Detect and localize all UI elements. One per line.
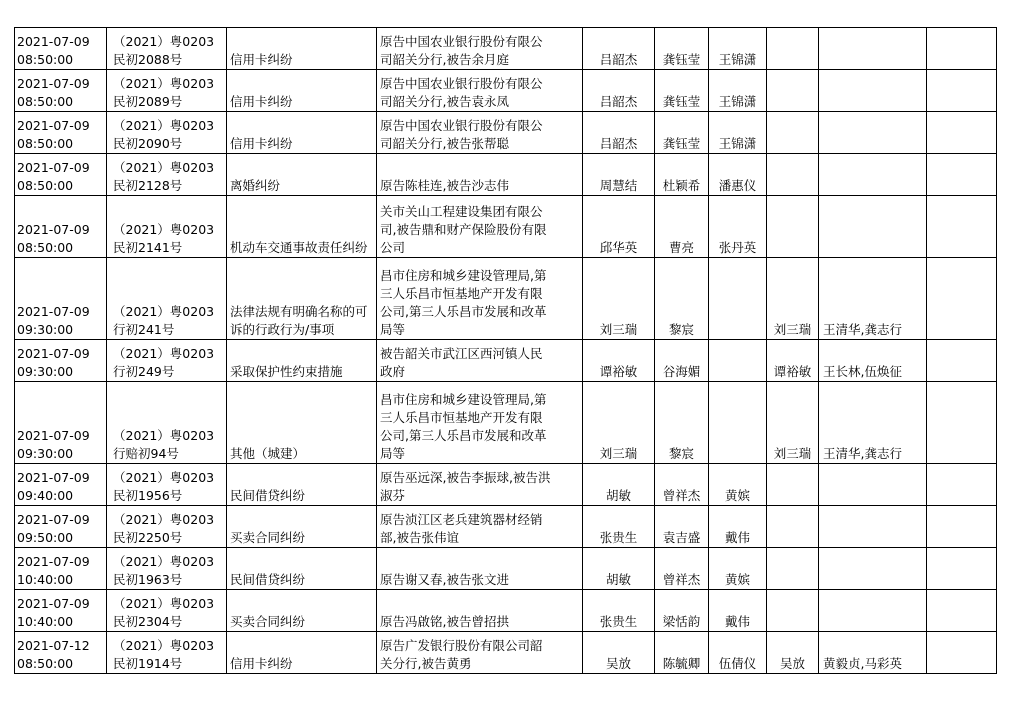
case-number-cell: （2021）粤0203 民初2141号: [107, 196, 227, 258]
parties-cell: 原告冯啟铭,被告曾招拱: [377, 590, 583, 632]
hearing-datetime-cell: 2021-07-09 09:30:00: [15, 258, 107, 340]
clerk-cell: 黎宸: [655, 382, 709, 464]
extra-cell: [927, 632, 997, 674]
panel-members-cell: [819, 548, 927, 590]
parties-cell: 被告韶关市武江区西河镇人民 政府: [377, 340, 583, 382]
hearing-datetime-cell: 2021-07-09 08:50:00: [15, 154, 107, 196]
presiding-judge-cell: 吴放: [583, 632, 655, 674]
member-cell: [709, 382, 767, 464]
parties-cell: 原告中国农业银行股份有限公 司韶关分行,被告张帮聪: [377, 112, 583, 154]
clerk-cell: 袁吉盛: [655, 506, 709, 548]
extra-cell: [927, 196, 997, 258]
parties-cell: 原告浈江区老兵建筑器材经销 部,被告张伟谊: [377, 506, 583, 548]
presiding-judge-cell: 吕韶杰: [583, 70, 655, 112]
case-cause-cell: 采取保护性约束措施: [227, 340, 377, 382]
clerk-cell: 黎宸: [655, 258, 709, 340]
parties-cell: 昌市住房和城乡建设管理局,第 三人乐昌市恒基地产开发有限 公司,第三人乐昌市发展和改革 局等: [377, 382, 583, 464]
case-cause-cell: 信用卡纠纷: [227, 112, 377, 154]
panel-members-cell: 王清华,龚志行: [819, 258, 927, 340]
hearing-datetime-cell: 2021-07-09 10:40:00: [15, 590, 107, 632]
case-cause-cell: 民间借贷纠纷: [227, 464, 377, 506]
table-row: [15, 196, 997, 258]
presiding-judge-cell: 谭裕敏: [583, 340, 655, 382]
panel-members-cell: [819, 196, 927, 258]
table-row: [15, 464, 997, 506]
case-number-cell: （2021）粤0203 民初1914号: [107, 632, 227, 674]
table-row: [15, 340, 997, 382]
hearing-datetime-cell: 2021-07-12 08:50:00: [15, 632, 107, 674]
case-number-cell: （2021）粤0203 民初2128号: [107, 154, 227, 196]
table-row: [15, 590, 997, 632]
extra-cell: [927, 28, 997, 70]
case-number-cell: （2021）粤0203 行赔初94号: [107, 382, 227, 464]
clerk-cell: 龚钰莹: [655, 28, 709, 70]
presiding-judge-cell: 吕韶杰: [583, 28, 655, 70]
panel-members-cell: [819, 590, 927, 632]
member-cell: 戴伟: [709, 590, 767, 632]
parties-cell: 原告广发银行股份有限公司韶 关分行,被告黄勇: [377, 632, 583, 674]
case-number-cell: （2021）粤0203 行初241号: [107, 258, 227, 340]
case-cause-cell: 机动车交通事故责任纠纷: [227, 196, 377, 258]
table-row: [15, 28, 997, 70]
presiding-cell: 刘三瑞: [767, 382, 819, 464]
clerk-cell: 龚钰莹: [655, 70, 709, 112]
table-row: [15, 632, 997, 674]
member-cell: 张丹英: [709, 196, 767, 258]
table-row: [15, 70, 997, 112]
hearing-datetime-cell: 2021-07-09 09:50:00: [15, 506, 107, 548]
member-cell: 王锦潇: [709, 70, 767, 112]
case-cause-cell: 信用卡纠纷: [227, 28, 377, 70]
panel-members-cell: [819, 464, 927, 506]
presiding-cell: [767, 548, 819, 590]
presiding-judge-cell: 周慧结: [583, 154, 655, 196]
presiding-judge-cell: 邱华英: [583, 196, 655, 258]
table-row: [15, 382, 997, 464]
panel-members-cell: [819, 112, 927, 154]
member-cell: 黄嫔: [709, 464, 767, 506]
parties-cell: 原告谢又春,被告张文进: [377, 548, 583, 590]
case-cause-cell: 买卖合同纠纷: [227, 590, 377, 632]
clerk-cell: 曾祥杰: [655, 464, 709, 506]
case-cause-cell: 离婚纠纷: [227, 154, 377, 196]
clerk-cell: 龚钰莹: [655, 112, 709, 154]
clerk-cell: 梁恬韵: [655, 590, 709, 632]
extra-cell: [927, 464, 997, 506]
hearing-datetime-cell: 2021-07-09 08:50:00: [15, 112, 107, 154]
extra-cell: [927, 506, 997, 548]
case-cause-cell: 信用卡纠纷: [227, 632, 377, 674]
clerk-cell: 谷海媚: [655, 340, 709, 382]
hearing-datetime-cell: 2021-07-09 09:30:00: [15, 382, 107, 464]
presiding-judge-cell: 刘三瑞: [583, 382, 655, 464]
presiding-cell: [767, 590, 819, 632]
parties-cell: 原告中国农业银行股份有限公 司韶关分行,被告余月庭: [377, 28, 583, 70]
parties-cell: 昌市住房和城乡建设管理局,第 三人乐昌市恒基地产开发有限 公司,第三人乐昌市发展和改革 局等: [377, 258, 583, 340]
extra-cell: [927, 70, 997, 112]
panel-members-cell: [819, 28, 927, 70]
hearing-datetime-cell: 2021-07-09 08:50:00: [15, 196, 107, 258]
presiding-cell: [767, 196, 819, 258]
case-cause-cell: 买卖合同纠纷: [227, 506, 377, 548]
extra-cell: [927, 548, 997, 590]
table-row: [15, 112, 997, 154]
presiding-cell: [767, 464, 819, 506]
case-number-cell: （2021）粤0203 民初2089号: [107, 70, 227, 112]
table-row: [15, 548, 997, 590]
panel-members-cell: [819, 70, 927, 112]
parties-cell: 原告陈桂连,被告沙志伟: [377, 154, 583, 196]
parties-cell: 原告巫远深,被告李振球,被告洪 淑芬: [377, 464, 583, 506]
member-cell: 潘惠仪: [709, 154, 767, 196]
presiding-judge-cell: 吕韶杰: [583, 112, 655, 154]
clerk-cell: 杜颖希: [655, 154, 709, 196]
case-number-cell: （2021）粤0203 民初1956号: [107, 464, 227, 506]
extra-cell: [927, 258, 997, 340]
presiding-judge-cell: 张贵生: [583, 506, 655, 548]
panel-members-cell: 王长林,伍焕征: [819, 340, 927, 382]
panel-members-cell: [819, 506, 927, 548]
case-number-cell: （2021）粤0203 民初2090号: [107, 112, 227, 154]
member-cell: [709, 340, 767, 382]
panel-members-cell: 王清华,龚志行: [819, 382, 927, 464]
extra-cell: [927, 154, 997, 196]
clerk-cell: 曾祥杰: [655, 548, 709, 590]
presiding-judge-cell: 胡敏: [583, 548, 655, 590]
clerk-cell: 曹亮: [655, 196, 709, 258]
presiding-judge-cell: 胡敏: [583, 464, 655, 506]
panel-members-cell: 黄毅贞,马彩英: [819, 632, 927, 674]
case-cause-cell: 民间借贷纠纷: [227, 548, 377, 590]
member-cell: 黄嫔: [709, 548, 767, 590]
presiding-cell: [767, 70, 819, 112]
parties-cell: 关市关山工程建设集团有限公 司,被告鼎和财产保险股份有限 公司: [377, 196, 583, 258]
parties-cell: 原告中国农业银行股份有限公 司韶关分行,被告袁永凤: [377, 70, 583, 112]
presiding-cell: [767, 506, 819, 548]
extra-cell: [927, 382, 997, 464]
presiding-cell: 吴放: [767, 632, 819, 674]
case-number-cell: （2021）粤0203 民初2304号: [107, 590, 227, 632]
presiding-cell: 刘三瑞: [767, 258, 819, 340]
case-cause-cell: 其他（城建）: [227, 382, 377, 464]
presiding-judge-cell: 刘三瑞: [583, 258, 655, 340]
case-number-cell: （2021）粤0203 民初2250号: [107, 506, 227, 548]
presiding-cell: [767, 154, 819, 196]
member-cell: 戴伟: [709, 506, 767, 548]
case-cause-cell: 信用卡纠纷: [227, 70, 377, 112]
presiding-judge-cell: 张贵生: [583, 590, 655, 632]
clerk-cell: 陈毓卿: [655, 632, 709, 674]
member-cell: 伍倩仪: [709, 632, 767, 674]
extra-cell: [927, 112, 997, 154]
extra-cell: [927, 340, 997, 382]
case-cause-cell: 法律法规有明确名称的可诉的行政行为/事项: [227, 258, 377, 340]
hearing-datetime-cell: 2021-07-09 08:50:00: [15, 28, 107, 70]
presiding-cell: [767, 112, 819, 154]
panel-members-cell: [819, 154, 927, 196]
hearing-schedule-table: [14, 27, 997, 674]
extra-cell: [927, 590, 997, 632]
case-number-cell: （2021）粤0203 民初1963号: [107, 548, 227, 590]
case-number-cell: （2021）粤0203 行初249号: [107, 340, 227, 382]
table-row: [15, 154, 997, 196]
table-row: [15, 258, 997, 340]
member-cell: 王锦潇: [709, 28, 767, 70]
hearing-datetime-cell: 2021-07-09 10:40:00: [15, 548, 107, 590]
hearing-datetime-cell: 2021-07-09 09:40:00: [15, 464, 107, 506]
presiding-cell: 谭裕敏: [767, 340, 819, 382]
hearing-datetime-cell: 2021-07-09 09:30:00: [15, 340, 107, 382]
presiding-cell: [767, 28, 819, 70]
table-row: [15, 506, 997, 548]
member-cell: [709, 258, 767, 340]
member-cell: 王锦潇: [709, 112, 767, 154]
case-number-cell: （2021）粤0203 民初2088号: [107, 28, 227, 70]
hearing-datetime-cell: 2021-07-09 08:50:00: [15, 70, 107, 112]
